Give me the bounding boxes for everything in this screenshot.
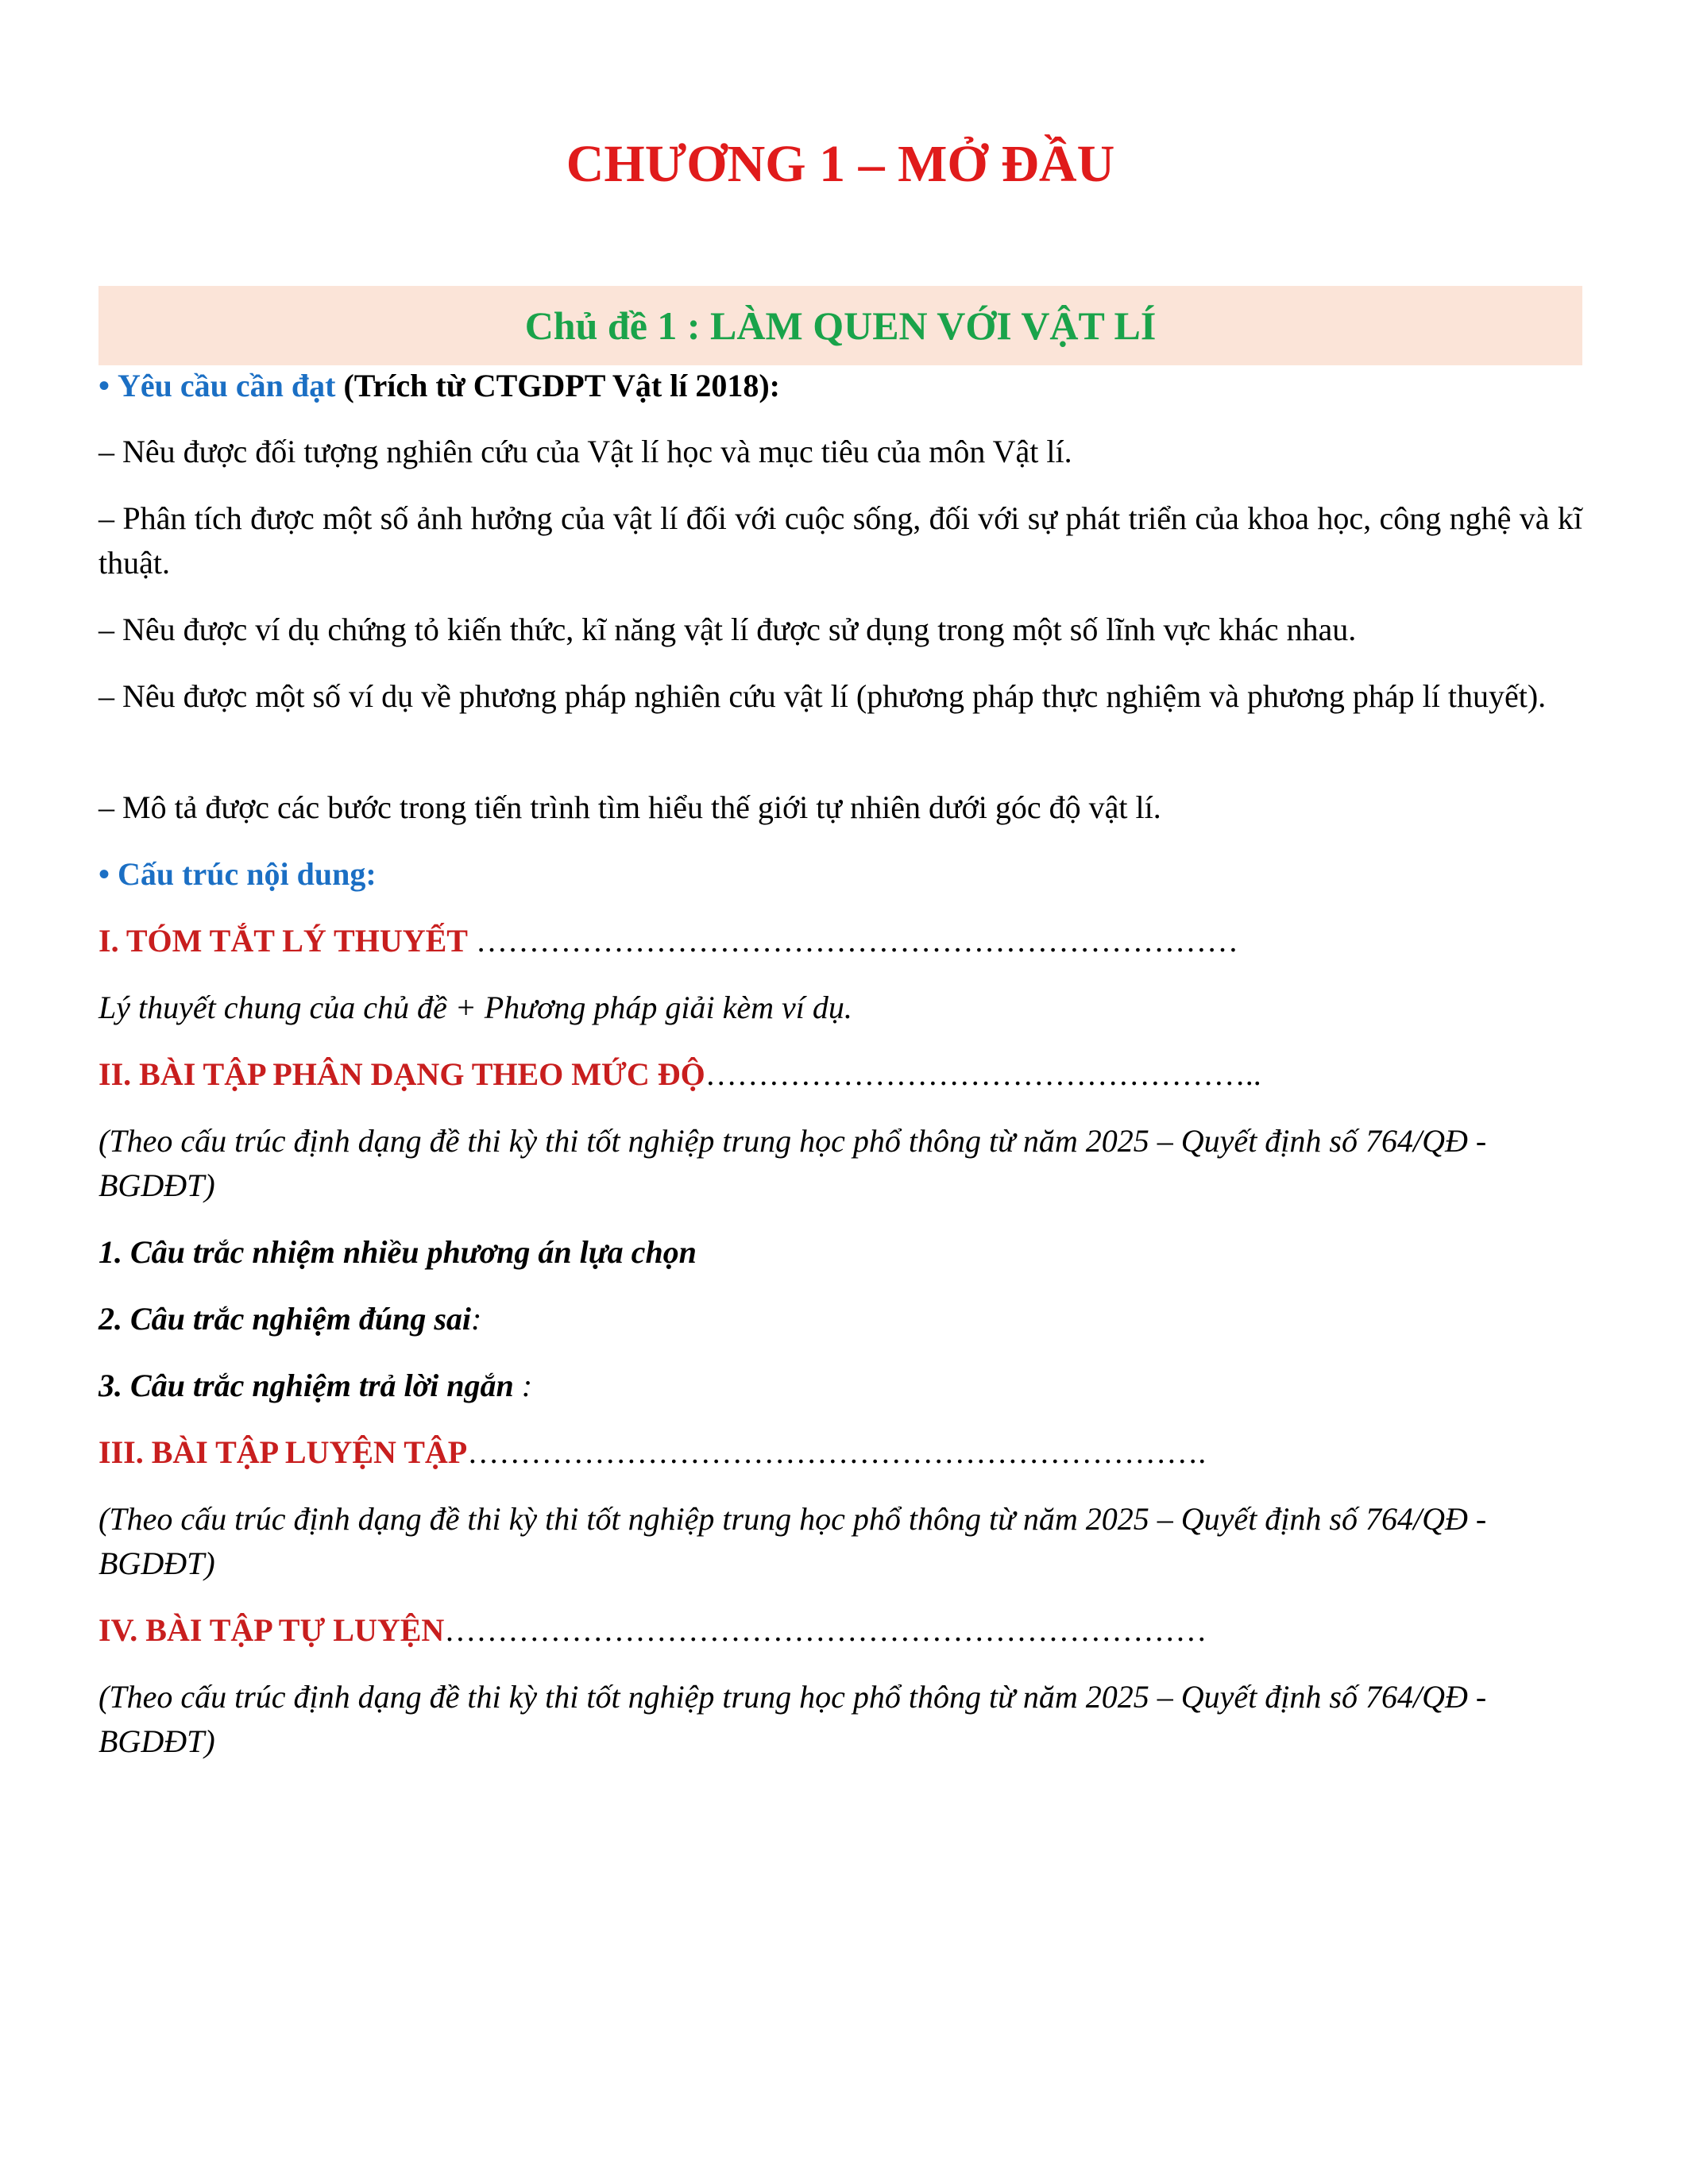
requirements-label: Yêu cầu cần đạt xyxy=(118,368,336,403)
topic-title: Chủ đề 1 : LÀM QUEN VỚI VẬT LÍ xyxy=(524,303,1157,348)
section-2-item-2 xyxy=(98,1297,1582,1341)
section-1-heading-line xyxy=(98,919,1582,963)
section-3-heading-line xyxy=(98,1430,1582,1475)
chapter-title: CHƯƠNG 1 – MỞ ĐẦU xyxy=(566,135,1115,193)
section-3-note: (Theo cấu trúc định dạng đề thi kỳ thi tốt nghiệp trung học phổ thông từ năm 2025 – Quyết định số 764/QĐ - BGDĐT) xyxy=(98,1501,1487,1581)
section-2-item-2-suffix: : xyxy=(471,1301,482,1337)
section-4-heading: IV. BÀI TẬP TỰ LUYỆN xyxy=(98,1612,445,1648)
section-1-dots: ……………………………………………………………… xyxy=(467,923,1238,959)
requirements-heading xyxy=(98,364,1582,408)
section-1-note: Lý thuyết chung của chủ đề + Phương pháp giải kèm ví dụ. xyxy=(98,990,852,1025)
requirement-item-3: – Nêu được ví dụ chứng tỏ kiến thức, kĩ năng vật lí được sử dụng trong một số lĩnh vực khác nhau. xyxy=(98,612,1357,647)
section-3-heading: III. BÀI TẬP LUYỆN TẬP xyxy=(98,1434,468,1470)
section-4-dots: ……………………………………………………………… xyxy=(444,1612,1207,1648)
section-2-item-2-text: 2. Câu trắc nghiệm đúng sai xyxy=(98,1301,472,1337)
section-4-heading-line xyxy=(98,1608,1582,1653)
section-2-item-3-suffix: : xyxy=(513,1368,533,1403)
section-2-item-1-text: 1. Câu trắc nhiệm nhiều phương án lựa chọn xyxy=(98,1234,697,1270)
section-2-dots: …………………………………………….. xyxy=(705,1056,1261,1092)
section-2-note: (Theo cấu trúc định dạng đề thi kỳ thi tốt nghiệp trung học phổ thông từ năm 2025 – Quyết định số 764/QĐ - BGDĐT) xyxy=(98,1123,1487,1203)
section-1-heading: I. TÓM TẮT LÝ THUYẾT xyxy=(98,923,468,959)
section-3-dots: ……………………………………………………………. xyxy=(467,1434,1207,1470)
section-2-item-3 xyxy=(98,1364,1582,1408)
section-4-note: (Theo cấu trúc định dạng đề thi kỳ thi tốt nghiệp trung học phổ thông từ năm 2025 – Quyết định số 764/QĐ - BGDĐT) xyxy=(98,1679,1487,1759)
topic-title-band xyxy=(98,286,1582,365)
requirement-item-4: – Nêu được một số ví dụ về phương pháp nghiên cứu vật lí (phương pháp thực nghiệm và phương pháp lí thuyết). xyxy=(98,678,1547,714)
requirement-item-5: – Mô tả được các bước trong tiến trình tìm hiểu thế giới tự nhiên dưới góc độ vật lí. xyxy=(98,789,1161,825)
section-2-item-1 xyxy=(98,1230,1582,1275)
requirement-item-1: – Nêu được đối tượng nghiên cứu của Vật lí học và mục tiêu của môn Vật lí. xyxy=(98,434,1072,469)
requirements-source: (Trích từ CTGDPT Vật lí 2018): xyxy=(335,368,780,403)
structure-heading xyxy=(98,852,1582,897)
section-2-heading-line xyxy=(98,1052,1582,1097)
structure-label: Cấu trúc nội dung: xyxy=(118,856,377,892)
section-2-heading: II. BÀI TẬP PHÂN DẠNG THEO MỨC ĐỘ xyxy=(98,1056,705,1092)
bullet: • xyxy=(98,856,110,892)
bullet: • xyxy=(98,368,110,403)
requirement-item-2: – Phân tích được một số ảnh hưởng của vật lí đối với cuộc sống, đối với sự phát triển của khoa học, công nghệ và kĩ thuật. xyxy=(98,500,1582,581)
section-2-item-3-text: 3. Câu trắc nghiệm trả lời ngắn xyxy=(98,1368,514,1403)
